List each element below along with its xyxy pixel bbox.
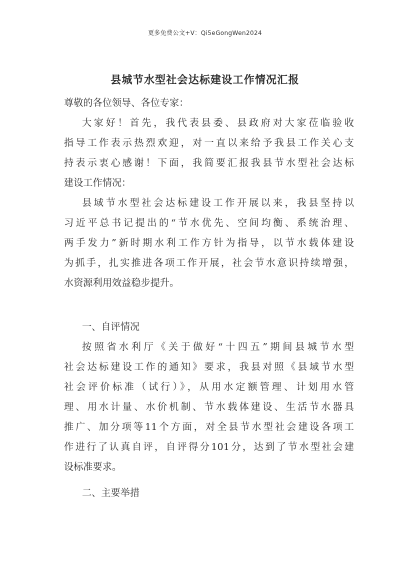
body-line: 作进行了认真自评，自评得分101分，达到了节水型社会建 [64,442,354,453]
header-note: 更多免费公文+V：Qi5eGongWen2024 [147,30,263,37]
body-line: 推广、加分项等11个方面，对全县节水型社会建设各项工 [64,422,354,433]
body-line: 设标准要求。 [64,462,122,473]
paragraph-greeting-first [82,114,354,134]
body-line: 县域节水型社会达标建设工作开展以来，我县坚持以 [82,198,354,209]
body-line: 大家好！首先，我代表县委、县政府对大家莅临验收 [82,118,354,129]
body-line: 社会达标建设工作的通知》要求，我县对照《县域节水型 [64,362,354,373]
body-line: 为抓手，扎实推进各项工作开展，社会节水意识持续增强， [64,258,354,269]
body-line: 按照省水利厅《关于做好“十四五”期间县城节水型 [82,342,354,353]
body-line: 指导工作表示热烈欢迎，对一直以来给予我县工作关心支 [64,138,354,149]
paragraph-eval [64,358,354,478]
paragraph-intro [64,214,354,294]
section-heading-2 [82,484,354,504]
salutation-line: 尊敬的各位领导、各位专家： [64,98,189,109]
section-heading: 一、自评情况 [82,322,140,333]
body-line: 两手发力”新时期水利工作方针为指导，以节水载体建设 [64,238,354,249]
section-heading: 二、主要举措 [82,488,140,499]
paragraph-eval-first [82,338,354,358]
paragraph-greeting [64,134,354,194]
document-body [64,94,354,114]
body-line: 持表示衷心感谢！下面，我简要汇报我县节水型社会达标 [64,158,354,169]
section-heading-1 [82,318,354,338]
document-title: 县城节水型社会达标建设工作情况汇报 [110,74,300,86]
body-line: 水资源利用效益稳步提升。 [64,278,180,289]
paragraph-intro-first [82,194,354,214]
body-line: 建设工作情况： [64,178,132,189]
body-line: 理、用水计量、水价机制、节水载体建设、生活节水器具 [64,402,354,413]
body-line: 习近平总书记提出的“节水优先、空间均衡、系统治理、 [64,218,354,229]
body-line: 社会评价标准（试行）》，从用水定额管理、计划用水管 [64,382,354,393]
